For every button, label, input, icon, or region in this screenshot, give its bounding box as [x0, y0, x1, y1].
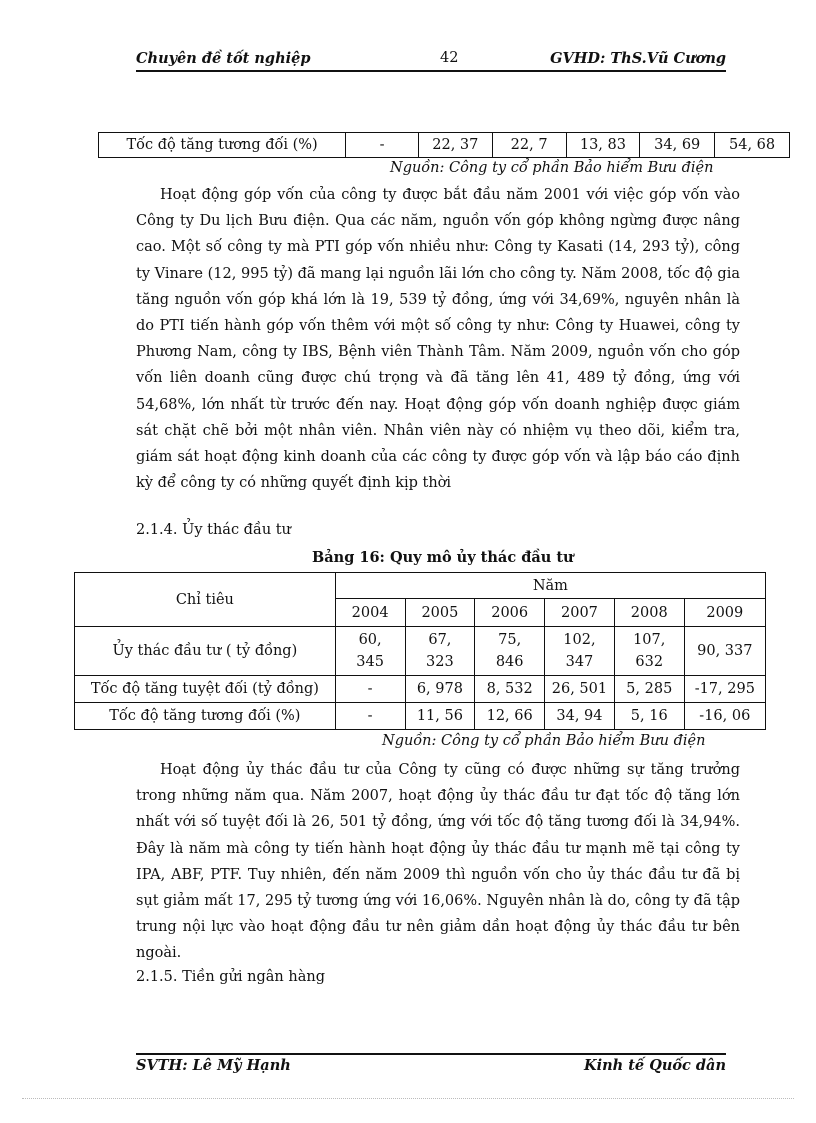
footer-rule — [136, 1053, 726, 1055]
cell-line: 632 — [635, 654, 664, 670]
section-heading: 2.1.4. Ủy thác đầu tư — [136, 522, 291, 538]
cell-line: 60, — [358, 632, 382, 648]
table-cell: 11, 56 — [405, 703, 475, 730]
table-cell: 8, 532 — [475, 676, 545, 703]
page-number: 42 — [440, 50, 459, 66]
footer-author: SVTH: Lê Mỹ Hạnh — [136, 1057, 291, 1074]
header-rule — [136, 70, 726, 72]
table-row — [75, 676, 766, 703]
table-cell: 34, 69 — [640, 133, 715, 158]
continued-table — [98, 132, 790, 158]
paragraph-text: Hoạt động góp vốn của công ty được bắt đầu năm 2001 với việc góp vốn vào Công ty Du lịch Bưu điện. Qua các năm, nguồn vốn góp không ngừng được nâng cao. Một số công ty mà PTI góp vốn nhiều như: Công ty Kasati (14, 293 tỷ), công ty Vinare (12, 995 tỷ) đã mang lại nguồn lãi lớn cho công ty. Năm 2008, tốc độ gia tăng nguồn vốn góp khá lớn là 19, 539 tỷ đồng, ứng với 34,69%, nguyên nhân là do PTI tiến hành góp vốn thêm với một số công ty như: Công ty Huawei, công ty Phương Nam, công ty IBS, Bệnh viên Thành Tâm. Năm 2009, nguồn vốn cho góp vốn liên doanh cũng được chú trọng và đã tăng lên 41, 489 tỷ đồng, ứng với 54,68%, lớn nhất từ trước đến nay. Hoạt động góp vốn doanh nghiệp được giám sát chặt chẽ bởi một nhân viên. Nhân viên này có nhiệm vụ theo dõi, kiểm tra, giám sát hoạt động kinh doanh của các công ty được góp vốn và lập báo cáo định kỳ để công ty có những quyết định kịp thời — [136, 187, 740, 492]
table-caption: Bảng 16: Quy mô ủy thác đầu tư — [312, 549, 574, 566]
table-cell: 22, 7 — [492, 133, 566, 158]
year-header: 2007 — [545, 599, 615, 627]
cell-line: 107, — [633, 632, 666, 648]
cell-line: 347 — [565, 654, 594, 670]
row-label: Tốc độ tăng tuyệt đối (tỷ đồng) — [75, 676, 336, 703]
table-cell-label: Tốc độ tăng tương đối (%) — [99, 133, 346, 158]
cell-line: 102, — [563, 632, 596, 648]
page-header — [136, 50, 726, 70]
table-cell: 34, 94 — [545, 703, 615, 730]
cell-line: 67, — [428, 632, 452, 648]
table-cell: 13, 83 — [566, 133, 640, 158]
section-heading: 2.1.5. Tiền gửi ngân hàng — [136, 969, 325, 985]
cell-line: 75, — [498, 632, 522, 648]
data-table — [74, 572, 766, 730]
table-cell — [545, 627, 615, 676]
paragraph — [136, 757, 740, 967]
header-title: Chuyên đề tốt nghiệp — [136, 50, 311, 67]
row-label: Tốc độ tăng tương đối (%) — [75, 703, 336, 730]
table-cell — [335, 627, 405, 676]
cell-line: 345 — [356, 654, 384, 670]
table-cell: 54, 68 — [715, 133, 790, 158]
table-cell: -17, 295 — [684, 676, 765, 703]
table-header-group: Năm — [335, 573, 765, 599]
footer-university: Kinh tế Quốc dân — [583, 1057, 726, 1074]
source-note: Nguồn: Công ty cổ phần Bảo hiểm Bưu điện — [390, 160, 714, 176]
table-cell: 12, 66 — [475, 703, 545, 730]
page-footer — [136, 1057, 726, 1077]
table-cell — [614, 627, 684, 676]
table-cell: 90, 337 — [684, 627, 765, 676]
paragraph — [136, 182, 740, 496]
table-cell — [405, 627, 475, 676]
table-row — [75, 703, 766, 730]
header-supervisor: GVHD: ThS.Vũ Cương — [550, 50, 726, 67]
table-cell: 22, 37 — [418, 133, 492, 158]
table-header-row — [75, 573, 766, 599]
year-header: 2005 — [405, 599, 475, 627]
table-cell — [475, 627, 545, 676]
year-header: 2004 — [335, 599, 405, 627]
table-cell: - — [335, 676, 405, 703]
table-cell: 5, 16 — [614, 703, 684, 730]
paragraph-text: Hoạt động ủy thác đầu tư của Công ty cũng có được những sự tăng trưởng trong những năm qua. Năm 2007, hoạt động ủy thác đầu tư đạt tốc độ tăng lớn nhất với số tuyệt đối là 26, 501 tỷ đồng, ứng với tốc độ tăng tương đối là 34,94%. Đây là năm mà công ty tiến hành hoạt động ủy thác đầu tư mạnh mẽ tại công ty IPA, ABF, PTF. Tuy nhiên, đến năm 2009 thì nguồn vốn cho ủy thác đầu tư đã bị sụt giảm mất 17, 295 tỷ tương ứng với 16,06%. Nguyên nhân là do, công ty đã tập trung nội lực vào hoạt động đầu tư nên giảm dần hoạt động ủy thác đầu tư bên ngoài. — [136, 762, 740, 962]
cell-line: 323 — [426, 654, 454, 670]
table-cell: 26, 501 — [545, 676, 615, 703]
table-cell: 5, 285 — [614, 676, 684, 703]
source-note: Nguồn: Công ty cổ phần Bảo hiểm Bưu điện — [382, 733, 706, 749]
page-boundary — [22, 1098, 794, 1099]
table-row — [75, 627, 766, 676]
year-header: 2006 — [475, 599, 545, 627]
table-cell: 6, 978 — [405, 676, 475, 703]
table-row — [99, 133, 790, 158]
year-header: 2009 — [684, 599, 765, 627]
table-cell: - — [346, 133, 419, 158]
row-label: Ủy thác đầu tư ( tỷ đồng) — [75, 627, 336, 676]
table-cell: - — [335, 703, 405, 730]
cell-line: 846 — [495, 654, 524, 670]
table-cell: -16, 06 — [684, 703, 765, 730]
year-header: 2008 — [614, 599, 684, 627]
table-header-label: Chỉ tiêu — [75, 573, 336, 627]
